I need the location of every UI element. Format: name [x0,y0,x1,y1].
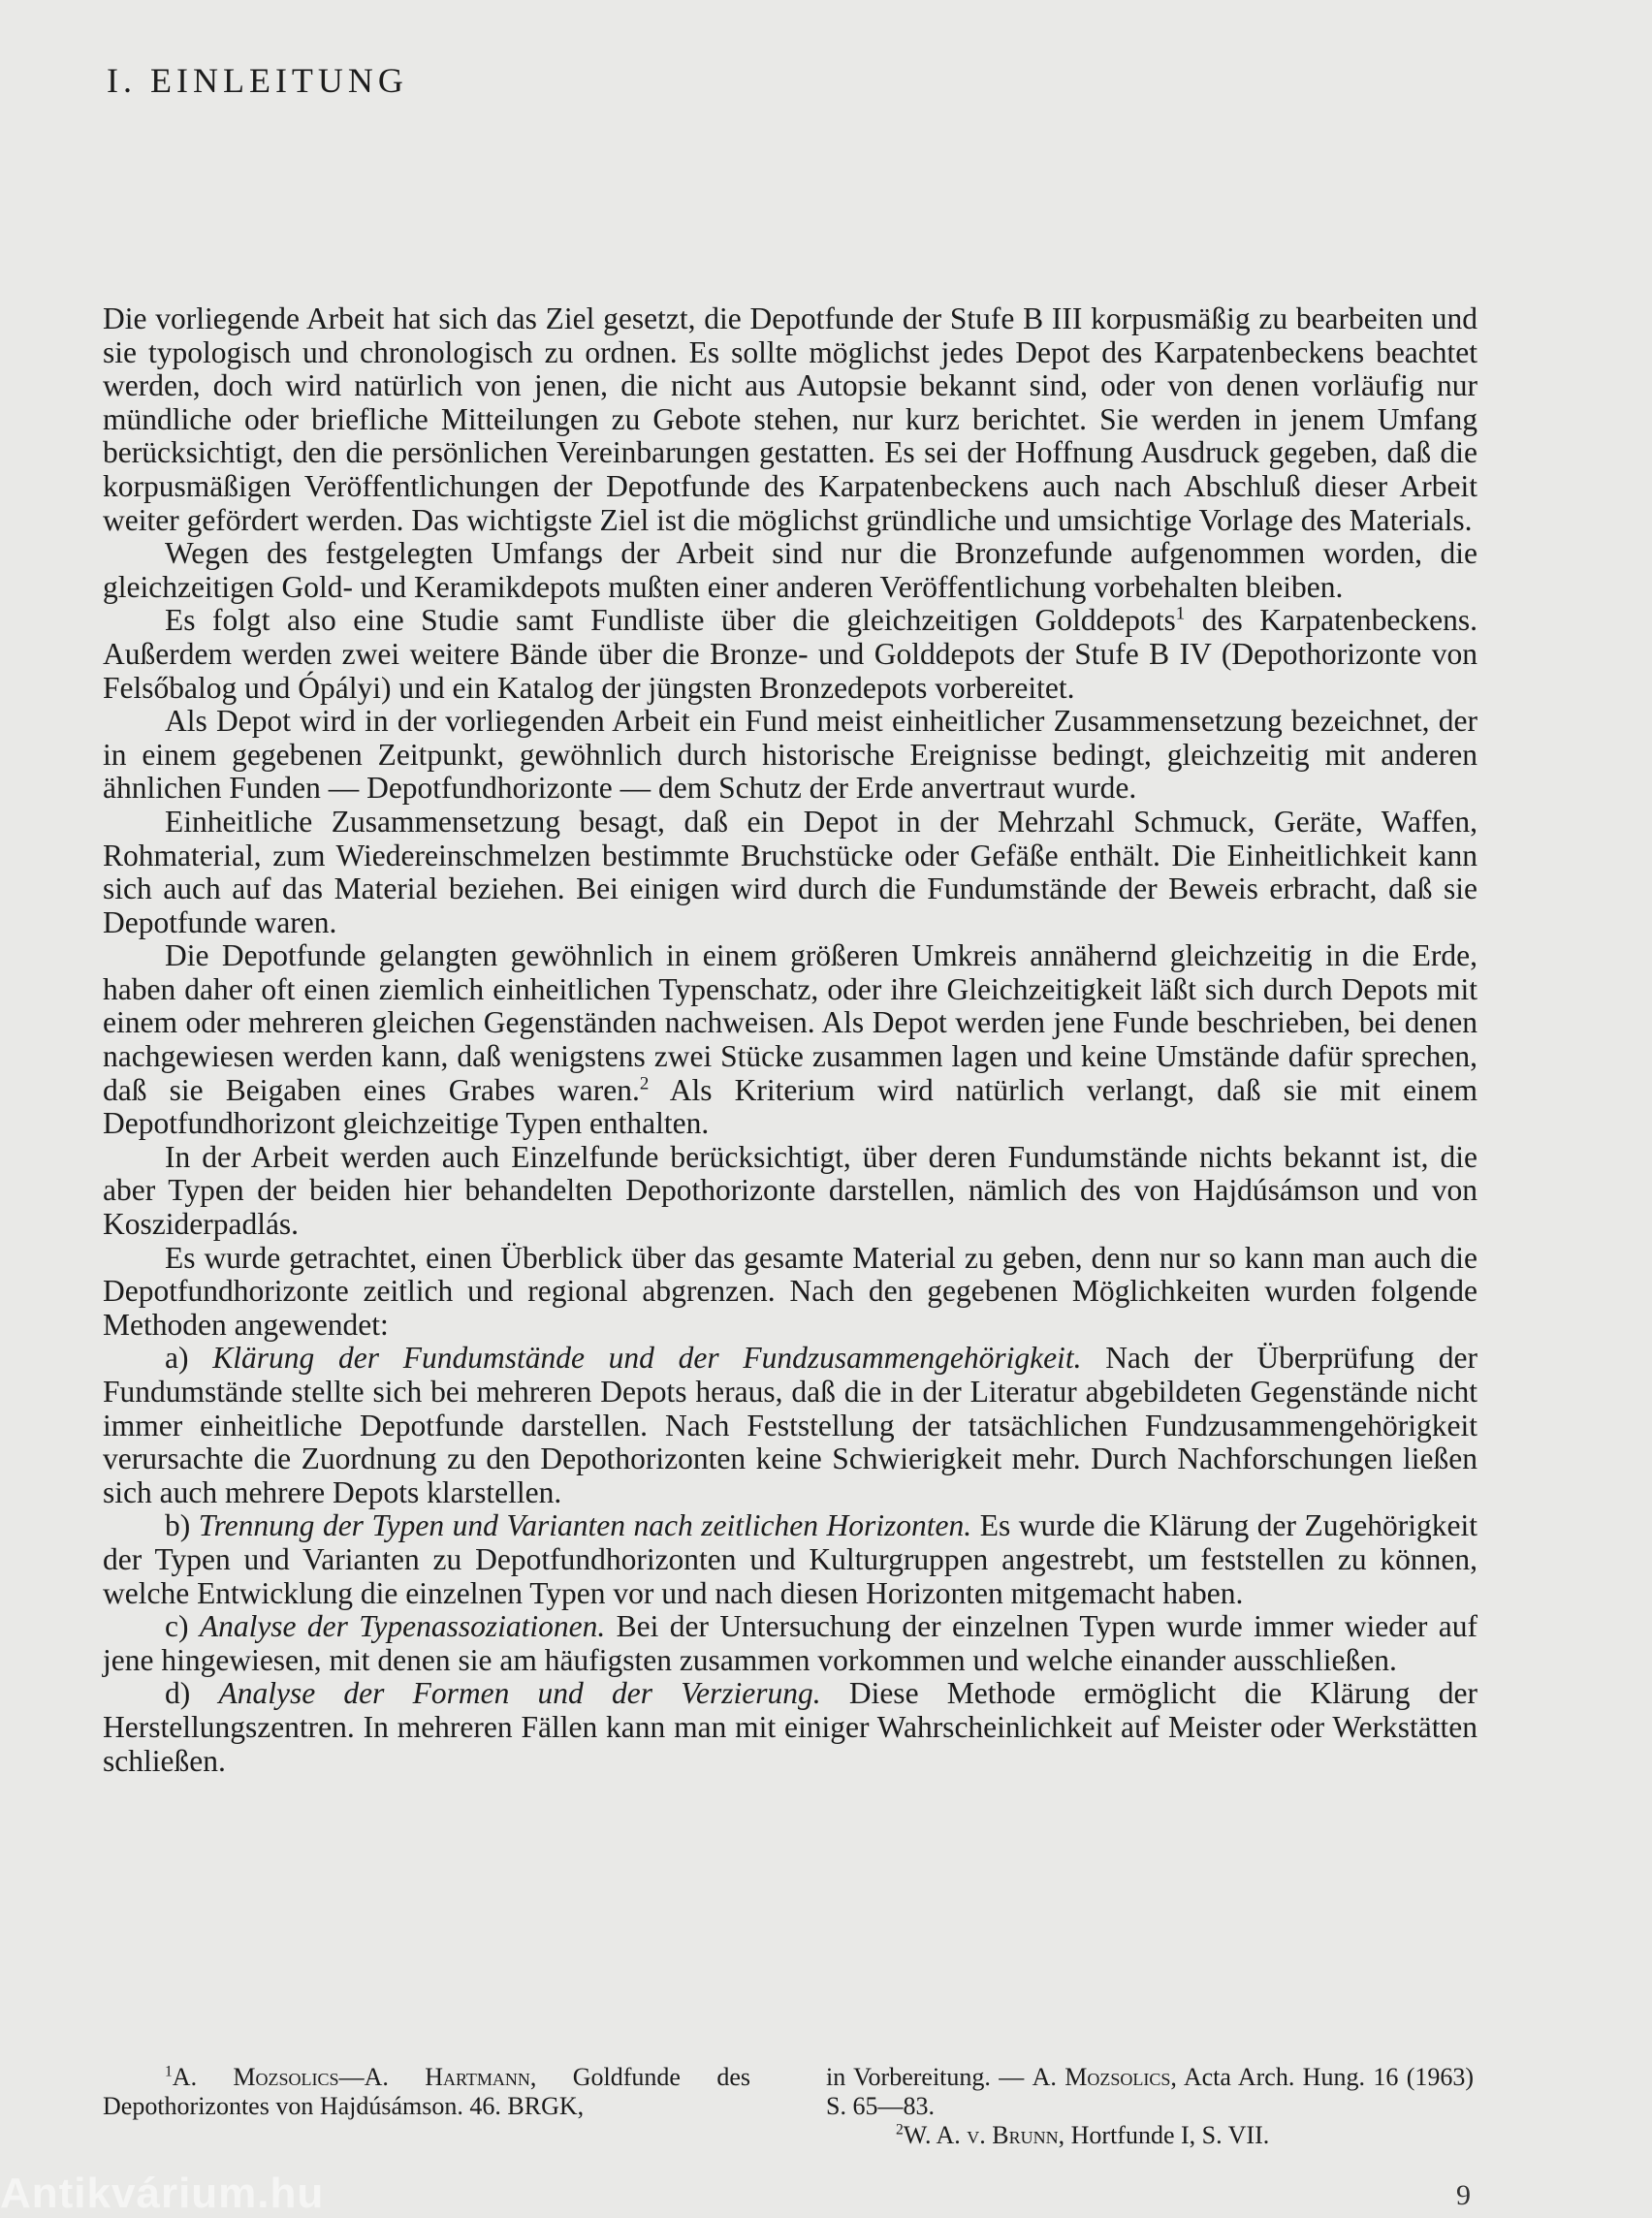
footnote-number: 1 [165,2063,173,2080]
chapter-heading: I. EINLEITUNG [107,61,408,100]
footnote-author: W. A. v. Brunn [903,2121,1059,2149]
footnote-text: , Goldfunde des Depothorizontes von Hajdúsámson. 46. BRGK, [103,2063,750,2120]
body-text [103,302,1477,1778]
paragraph: Als Depot wird in der vorliegenden Arbeit ein Fund meist einheitlicher Zusammensetzung bezeichnet, der in einem gegebenen Zeitpunkt, gewöhnlich durch historische Ereignisse bedingt, gleichzeitig mit anderen ähnlichen Funden — Depotfundhorizonte — dem Schutz der Erde anvertraut wurde. [103,704,1477,806]
method-item [103,1610,1477,1677]
footnote-1 [103,2063,750,2121]
method-text: Bei der Untersuchung der einzelnen Typen wurde immer wieder auf jene hingewiesen, mit denen sie am häufigsten zusammen vorkommen und welche einander ausschließen. [103,1609,1477,1677]
method-item [103,1342,1477,1509]
footnote-number: 2 [896,2121,904,2139]
method-label: d) [165,1676,219,1711]
page-number: 9 [1456,2179,1471,2211]
paragraph: Wegen des festgelegten Umfangs der Arbeit sind nur die Bronzefunde aufgenommen worden, die gleichzeitigen Gold- und Keramikdepots mußten einer anderen Veröffentlichung vorbehalten bleiben. [103,536,1477,604]
footnote-column-left [103,2063,750,2121]
footnote-ref: 1 [1175,603,1186,624]
method-text: Diese Methode ermöglicht die Klärung der Herstellungszentren. In mehreren Fällen kann man mit einiger Wahrscheinlichkeit auf Meister oder Werkstätten schließen. [103,1676,1477,1778]
paragraph: Einheitliche Zusammensetzung besagt, daß ein Depot in der Mehrzahl Schmuck, Geräte, Waffen, Rohmaterial, zum Wiedereinschmelzen bestimmte Bruchstücke oder Gefäße enthält. Die Einheitlichkeit kann sich auch auf das Material beziehen. Bei einigen wird durch die Fundumstände der Beweis erbracht, daß sie Depotfunde waren. [103,804,1477,939]
footnote-author: A. Mozsolics [1032,2063,1171,2091]
method-label: c) [165,1609,200,1644]
method-item [103,1677,1477,1778]
paragraph [103,604,1477,705]
paragraph-text: Es folgt also eine Studie samt Fundliste über die gleichzeitigen Golddepots [165,603,1176,638]
method-title: Trennung der Typen und Varianten nach zeitlichen Horizonten. [198,1508,972,1543]
footnote-text: , Acta Arch. Hung. 16 (1963) S. 65—83. [826,2063,1475,2120]
footnote-2 [826,2121,1474,2150]
watermark: Antikvárium.hu [0,2170,325,2217]
method-item [103,1509,1477,1610]
method-text: Es wurde die Klärung der Zugehörigkeit der Typen und Varianten zu Depotfundhorizonten und Kulturgruppen angestrebt, um feststellen zu können, welche Entwicklung die einzelnen Typen vor und nach diesen Horizonten mitgemacht haben. [103,1508,1478,1610]
method-label: a) [165,1341,213,1376]
method-text: Nach der Überprüfung der Fundumstände stellte sich bei mehreren Depots heraus, daß die in der Literatur abgebildeten Gegenstände nicht immer einheitliche Depotfunde darstellen. Nach Feststellung der tatsächlichen Fundzusammengehörigkeit verursachte die Zuordnung zu den Depothorizonten keine Schwierigkeit mehr. Durch Nachforschungen ließen sich auch mehrere Depots klarstellen. [103,1341,1477,1509]
paragraph: Es wurde getrachtet, einen Überblick über das gesamte Material zu geben, denn nur so kann man auch die Depotfundhorizonte zeitlich und regional abgrenzen. Nach den gegebenen Möglichkeiten wurden folgende Methoden angewendet: [103,1240,1477,1342]
paragraph: Die vorliegende Arbeit hat sich das Ziel gesetzt, die Depotfunde der Stufe B III korpusmäßig zu bearbeiten und sie typologisch und chronologisch zu ordnen. Es sollte möglichst jedes Depot des Karpatenbeckens beachtet werden, doch wird natürlich von jenen, die nicht aus Autopsie bekannt sind, oder von denen vorläufig nur mündliche oder briefliche Mitteilungen zu Gebote stehen, nur kurz berichtet. Sie werden in jenem Umfang berücksichtigt, den die persönlichen Vereinbarungen gestatten. Es sei der Hoffnung Ausdruck gegeben, daß die korpusmäßigen Veröffentlichungen der Depotfunde des Karpatenbeckens auch nach Abschluß dieser Arbeit weiter gefördert werden. Das wichtigste Ziel ist die möglichst gründliche und umsichtige Vorlage des Materials. [103,301,1477,537]
paragraph-text: Die Depotfunde gelangten gewöhnlich in einem größeren Umkreis annähernd gleichzeitig in die Erde, haben daher oft einen ziemlich einheitlichen Typenschatz, oder ihre Gleichzeitigkeit läßt sich durch Depots mit einem oder mehreren gleichen Gegenständen nachweisen. Als Depot werden jene Funde beschrieben, bei denen nachgewiesen werden kann, daß wenigstens zwei Stücke zusammen lagen und keine Umstände dafür sprechen, daß sie Beigaben eines Grabes waren. [103,938,1477,1107]
method-title: Analyse der Typenassoziationen. [199,1609,606,1644]
paragraph [103,939,1477,1141]
footnote-author: A. Mozsolics—A. Hartmann [172,2063,530,2091]
method-title: Klärung der Fundumstände und der Fundzusammengehörigkeit. [212,1341,1082,1376]
footnote-1-continued [826,2063,1474,2121]
paragraph-text: des Karpatenbeckens. Außerdem werden zwei weitere Bände über die Bronze- und Golddepots der Stufe B IV (Depothorizonte von Felsőbalog und Ópályi) und ein Katalog der jüngsten Bronzedepots vorbereitet. [103,603,1477,705]
footnote-column-right [826,2063,1474,2150]
method-label: b) [165,1508,199,1543]
footnote-text: , Hortfunde I, S. VII. [1058,2121,1270,2149]
method-title: Analyse der Formen und der Verzierung. [218,1676,821,1711]
footnote-ref: 2 [639,1073,650,1094]
paragraph-text: Als Kriterium wird natürlich verlangt, daß sie mit einem Depotfundhorizont gleichzeitige Typen enthalten. [103,1072,1478,1141]
paragraph: In der Arbeit werden auch Einzelfunde berücksichtigt, über deren Fundumstände nichts bekannt ist, die aber Typen der beiden hier behandelten Depothorizonte darstellen, nämlich des von Hajdúsámson und von Kosziderpadlás. [103,1139,1477,1242]
footnote-text: in Vorbereitung. — [826,2063,1032,2091]
